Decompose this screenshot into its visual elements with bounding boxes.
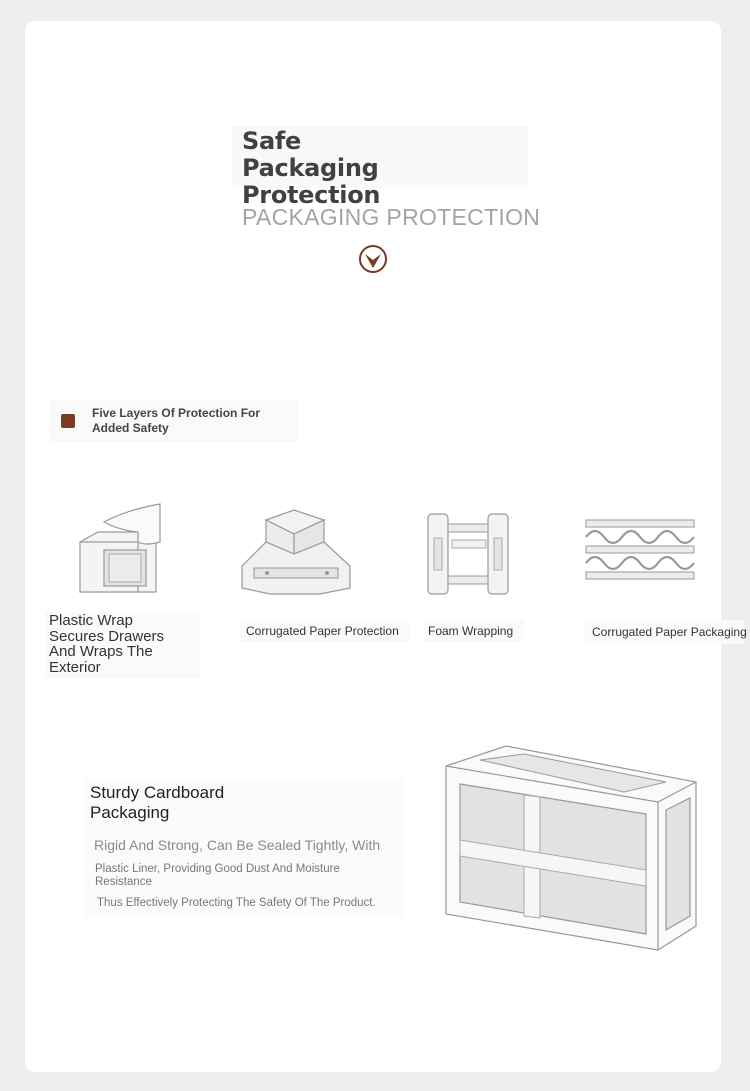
feature-marker-icon bbox=[61, 414, 75, 428]
cardboard-title: Sturdy Cardboard Packaging bbox=[90, 783, 225, 822]
layer-label-plastic-wrap: Plastic Wrap Secures Drawers And Wraps The Exterior bbox=[49, 612, 165, 676]
layer-label-foam-wrapping: Foam Wrapping bbox=[428, 624, 514, 638]
plastic-wrap-illustration bbox=[76, 502, 166, 596]
foam-frame-illustration bbox=[426, 512, 510, 596]
cardboard-description-line-2: Plastic Liner, Providing Good Dust And Moisture Resistance bbox=[95, 863, 340, 888]
chevron-down-icon bbox=[358, 244, 388, 274]
cardboard-description-line-1: Rigid And Strong, Can Be Sealed Tightly, With bbox=[94, 837, 381, 853]
feature-label: Five Layers Of Protection For Added Safety bbox=[92, 406, 261, 435]
cardboard-box-illustration bbox=[444, 744, 700, 954]
cardboard-description-line-3: Thus Effectively Protecting The Safety Of The Product. bbox=[97, 897, 376, 909]
page-subtitle: PACKAGING PROTECTION bbox=[242, 204, 541, 230]
layer-label-corrugated-packaging: Corrugated Paper Packaging bbox=[592, 625, 747, 639]
corner-protector-illustration bbox=[240, 508, 352, 596]
page-title: Safe Packaging Protection bbox=[242, 127, 381, 209]
layer-label-corrugated-protection: Corrugated Paper Protection bbox=[246, 624, 399, 638]
corrugated-layers-illustration bbox=[584, 518, 696, 582]
